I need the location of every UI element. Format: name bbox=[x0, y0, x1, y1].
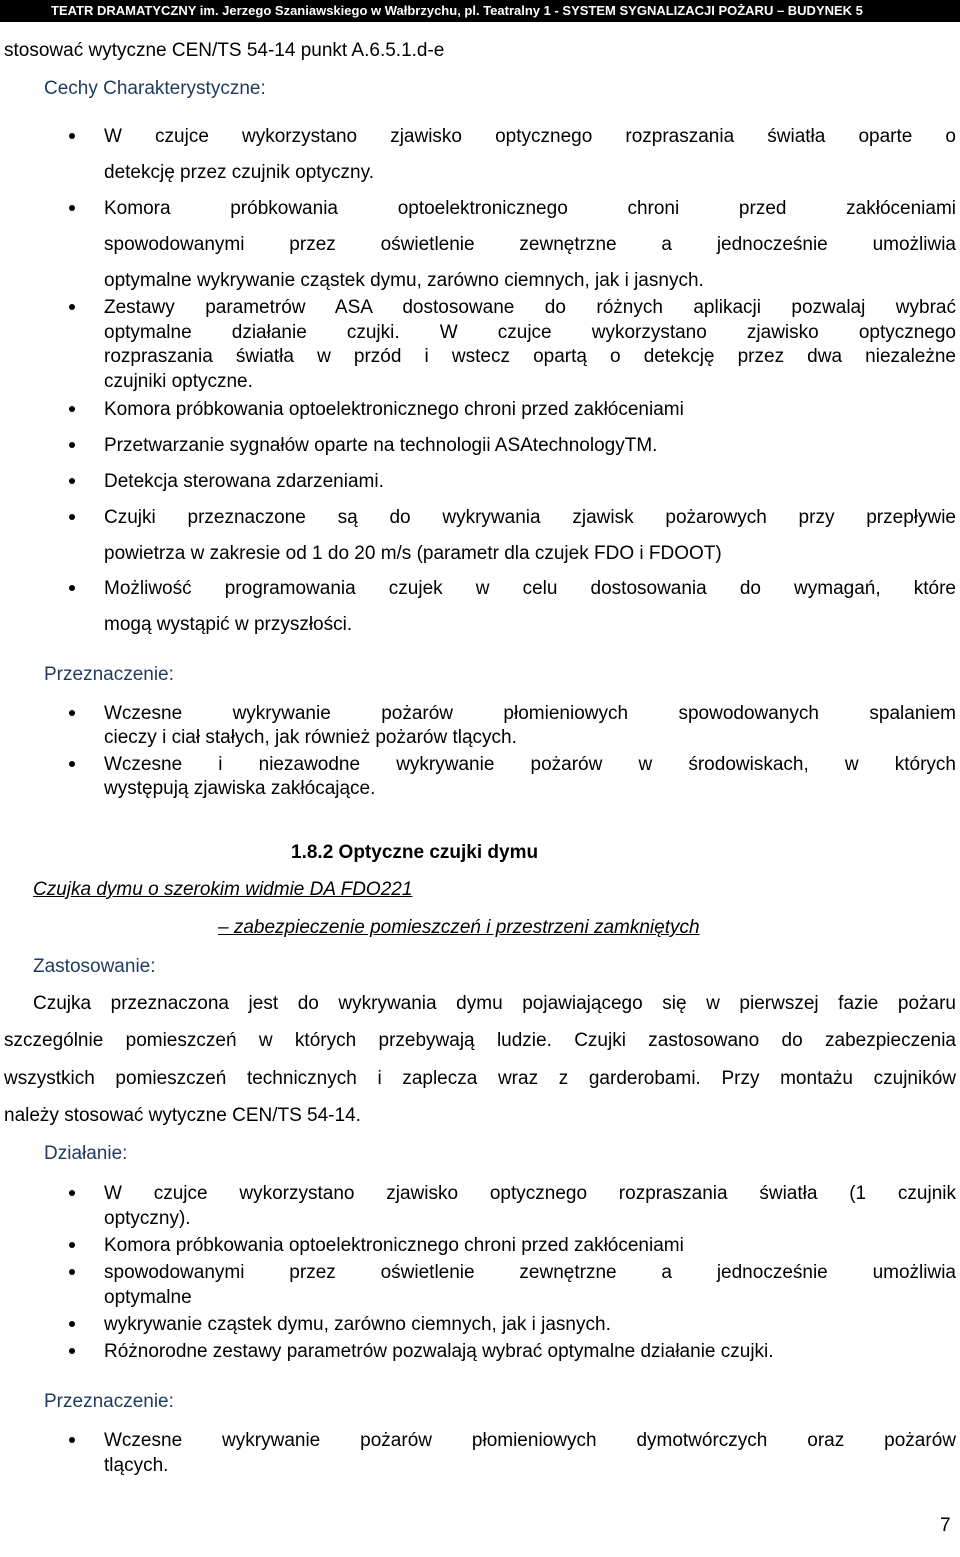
feature-5-line-1: Przetwarzanie sygnałów oparte na technologii ASAtechnologyTM. bbox=[104, 435, 658, 456]
feature-3-line-3: rozpraszania światła w przód i wstecz opartą o detekcję przez dwa niezależne bbox=[104, 346, 956, 367]
feature-3-line-1: Zestawy parametrów ASA dostosowane do różnych aplikacji pozwalaj wybrać bbox=[104, 297, 956, 318]
feature-6-line-1: Detekcja sterowana zdarzeniami. bbox=[104, 471, 384, 492]
bullet-icon bbox=[69, 1321, 75, 1327]
feature-7-line-2: powietrza w zakresie od 1 do 20 m/s (parametr dla czujek FDO i FDOOT) bbox=[104, 543, 722, 564]
application-heading: Zastosowanie: bbox=[33, 956, 156, 977]
section-title: 1.8.2 Optyczne czujki dymu bbox=[291, 842, 539, 863]
bullet-icon bbox=[69, 710, 75, 716]
detector-subtitle: – zabezpieczenie pomieszczeń i przestrzeni zamkniętych bbox=[218, 917, 700, 938]
purpose2-1-line-1: Wczesne wykrywanie pożarów płomieniowych dymotwórczych oraz pożarów bbox=[104, 1430, 956, 1451]
bullet-icon bbox=[69, 1242, 75, 1248]
purpose-2-line-1: Wczesne i niezawodne wykrywanie pożarów w środowiskach, w których bbox=[104, 754, 956, 775]
purpose-1-line-1: Wczesne wykrywanie pożarów płomieniowych spowodowanych spalaniem bbox=[104, 703, 956, 724]
detector-title: Czujka dymu o szerokim widmie DA FDO221 bbox=[33, 879, 413, 900]
bullet-icon bbox=[69, 1269, 75, 1275]
bullet-icon bbox=[69, 406, 75, 412]
document-header: TEATR DRAMATYCZNY im. Jerzego Szaniawskiego w Wałbrzychu, pl. Teatralny 1 - SYSTEM SYGNALIZACJI POŻARU – BUDYNEK 5 bbox=[0, 0, 960, 22]
bullet-icon bbox=[69, 133, 75, 139]
application-line-2: szczególnie pomieszczeń w których przebywają ludzie. Czujki zastosowano do zabezpieczenia bbox=[4, 1030, 956, 1051]
bullet-icon bbox=[69, 442, 75, 448]
bullet-icon bbox=[69, 205, 75, 211]
application-line-3: wszystkich pomieszczeń technicznych i zaplecza wraz z garderobami. Przy montażu czujników bbox=[4, 1068, 956, 1089]
bullet-icon bbox=[69, 1437, 75, 1443]
feature-8-line-1: Możliwość programowania czujek w celu dostosowania do wymagań, które bbox=[104, 578, 956, 599]
feature-1-line-2: detekcję przez czujnik optyczny. bbox=[104, 162, 374, 183]
features-heading: Cechy Charakterystyczne: bbox=[44, 78, 266, 99]
bullet-icon bbox=[69, 514, 75, 520]
application-line-4: należy stosować wytyczne CEN/TS 54-14. bbox=[4, 1105, 361, 1126]
purpose2-heading: Przeznaczenie: bbox=[44, 1391, 174, 1412]
bullet-icon bbox=[69, 1190, 75, 1196]
feature-1-line-1: W czujce wykorzystano zjawisko optycznego rozpraszania światła oparte o bbox=[104, 126, 956, 147]
top-line: stosować wytyczne CEN/TS 54-14 punkt A.6.5.1.d-e bbox=[4, 40, 445, 61]
operation-3-line-2: optymalne bbox=[104, 1287, 192, 1308]
page-number: 7 bbox=[940, 1515, 951, 1536]
purpose-heading: Przeznaczenie: bbox=[44, 664, 174, 685]
operation-3-line-1: spowodowanymi przez oświetlenie zewnętrzne a jednocześnie umożliwia bbox=[104, 1262, 956, 1283]
purpose-1-line-2: cieczy i ciał stałych, jak również pożarów tlących. bbox=[104, 727, 517, 748]
operation-1-line-2: optyczny). bbox=[104, 1208, 191, 1229]
operation-4-line-1: wykrywanie cząstek dymu, zarówno ciemnych, jak i jasnych. bbox=[104, 1314, 611, 1335]
application-line-1: Czujka przeznaczona jest do wykrywania dymu pojawiającego się w pierwszej fazie pożaru bbox=[33, 993, 956, 1014]
operation-5-line-1: Różnorodne zestawy parametrów pozwalają wybrać optymalne działanie czujki. bbox=[104, 1341, 774, 1362]
feature-7-line-1: Czujki przeznaczone są do wykrywania zjawisk pożarowych przy przepływie bbox=[104, 507, 956, 528]
feature-3-line-2: optymalne działanie czujki. W czujce wykorzystano zjawisko optycznego bbox=[104, 322, 956, 343]
purpose2-1-line-2: tlących. bbox=[104, 1455, 169, 1476]
operation-heading: Działanie: bbox=[44, 1143, 128, 1164]
bullet-icon bbox=[69, 1348, 75, 1354]
feature-2-line-1: Komora próbkowania optoelektronicznego chroni przed zakłóceniami bbox=[104, 198, 956, 219]
operation-1-line-1: W czujce wykorzystano zjawisko optycznego rozpraszania światła (1 czujnik bbox=[104, 1183, 956, 1204]
purpose-2-line-2: występują zjawiska zakłócające. bbox=[104, 778, 376, 799]
feature-2-line-2: spowodowanymi przez oświetlenie zewnętrzne a jednocześnie umożliwia bbox=[104, 234, 956, 255]
bullet-icon bbox=[69, 478, 75, 484]
feature-3-line-4: czujniki optyczne. bbox=[104, 371, 253, 392]
operation-2-line-1: Komora próbkowania optoelektronicznego chroni przed zakłóceniami bbox=[104, 1235, 684, 1256]
bullet-icon bbox=[69, 585, 75, 591]
bullet-icon bbox=[69, 304, 75, 310]
feature-2-line-3: optymalne wykrywanie cząstek dymu, zarówno ciemnych, jak i jasnych. bbox=[104, 270, 704, 291]
bullet-icon bbox=[69, 761, 75, 767]
feature-4-line-1: Komora próbkowania optoelektronicznego chroni przed zakłóceniami bbox=[104, 399, 684, 420]
feature-8-line-2: mogą wystąpić w przyszłości. bbox=[104, 614, 353, 635]
